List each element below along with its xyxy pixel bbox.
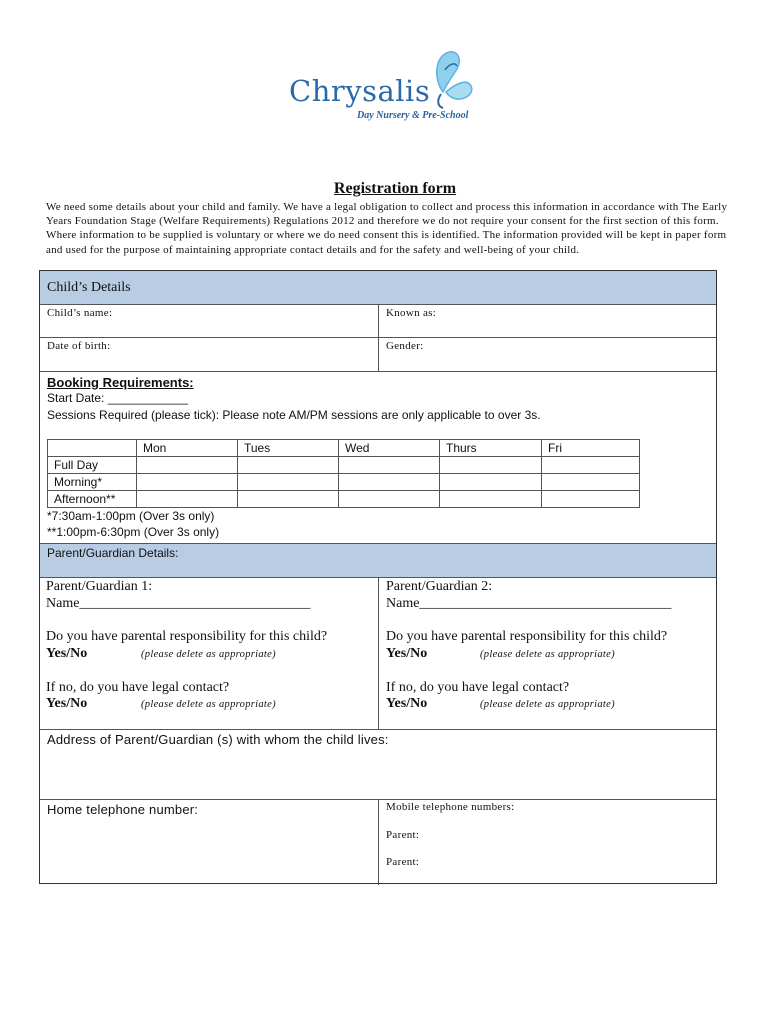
parent2-title: Parent/Guardian 2: [386, 579, 493, 594]
session-row-full-day [48, 457, 640, 474]
tick-cell[interactable] [542, 491, 640, 508]
logo-tagline: Day Nursery & Pre-School [357, 110, 469, 121]
parent2-legal-question: If no, do you have legal contact? [386, 680, 570, 695]
page-title: Registration form [333, 180, 457, 197]
day-header-mon: Mon [137, 440, 238, 457]
intro-paragraph: We need some details about your child and family. We have a legal obligation to collect and process this information in accordance with The Early Years Foundation Stage (Welfare Requirements) Regulations 2012 and therefore we do not require your consent for the first section of this form. Where information to be supplied is voluntary or where we do need consent this is identified. The information provided will be kept in paper form and used for the purpose of maintaining appropriate contact details and for the safety and well-being of your child. [46, 201, 728, 256]
session-row-afternoon [48, 491, 640, 508]
parent2-legal-yes-no: Yes/No [386, 696, 428, 711]
parent1-pr-yes-no: Yes/No [46, 646, 88, 661]
session-label-full-day: Full Day [48, 457, 137, 474]
parent2-pr-question: Do you have parental responsibility for this child? [386, 629, 668, 644]
parent-details-title: Parent/Guardian Details: [47, 546, 179, 560]
session-label-afternoon: Afternoon** [48, 491, 137, 508]
tick-cell[interactable] [542, 474, 640, 491]
child-name-label: Child’s name: [47, 307, 113, 319]
tick-cell[interactable] [440, 474, 542, 491]
mobile-parent1-label: Parent: [386, 829, 420, 841]
parent1-pr-delete-note: (please delete as appropriate) [141, 649, 276, 660]
sessions-header-row [48, 440, 640, 457]
phone-divider [378, 799, 379, 885]
mobile-numbers-label: Mobile telephone numbers: [386, 801, 515, 813]
parent-details-header [40, 543, 716, 578]
day-header-fri: Fri [542, 440, 640, 457]
child-details-title: Child’s Details [47, 280, 131, 295]
parent1-legal-yes-no: Yes/No [46, 696, 88, 711]
footnote-morning: *7:30am-1:00pm (Over 3s only) [47, 509, 215, 523]
parent2-name-field: Name____________________________________ [386, 596, 672, 611]
dob-label: Date of birth: [47, 340, 111, 352]
booking-heading: Booking Requirements: [47, 375, 194, 390]
parent2-pr-delete-note: (please delete as appropriate) [480, 649, 615, 660]
row-divider [40, 371, 716, 372]
row-divider [40, 729, 716, 730]
tick-cell[interactable] [137, 457, 238, 474]
tick-cell[interactable] [339, 491, 440, 508]
tick-cell[interactable] [339, 474, 440, 491]
logo-wordmark: Chrysalis [289, 74, 431, 108]
start-date-field: Start Date: ____________ [47, 391, 188, 405]
registration-form [39, 270, 717, 884]
chrysalis-logo [285, 48, 495, 126]
parent1-legal-delete-note: (please delete as appropriate) [141, 699, 276, 710]
home-phone-label: Home telephone number: [47, 802, 199, 817]
parent2-pr-yes-no: Yes/No [386, 646, 428, 661]
known-as-label: Known as: [386, 307, 437, 319]
parent1-legal-question: If no, do you have legal contact? [46, 680, 230, 695]
parent1-name-field: Name_________________________________ [46, 596, 311, 611]
parent-divider [378, 577, 379, 729]
sessions-corner-cell [48, 440, 137, 457]
tick-cell[interactable] [339, 457, 440, 474]
tick-cell[interactable] [238, 491, 339, 508]
tick-cell[interactable] [238, 457, 339, 474]
tick-cell[interactable] [238, 474, 339, 491]
parent2-legal-delete-note: (please delete as appropriate) [480, 699, 615, 710]
tick-cell[interactable] [440, 457, 542, 474]
parent1-pr-question: Do you have parental responsibility for this child? [46, 629, 328, 644]
sessions-note: Sessions Required (please tick): Please note AM/PM sessions are only applicable to over 3s. [47, 408, 541, 422]
session-row-morning [48, 474, 640, 491]
tick-cell[interactable] [542, 457, 640, 474]
footnote-afternoon: **1:00pm-6:30pm (Over 3s only) [47, 525, 220, 539]
tick-cell[interactable] [137, 474, 238, 491]
mobile-parent2-label: Parent: [386, 856, 420, 868]
day-header-thurs: Thurs [440, 440, 542, 457]
address-label: Address of Parent/Guardian (s) with whom the child lives: [47, 732, 389, 747]
parent1-title: Parent/Guardian 1: [46, 579, 153, 594]
sessions-table [47, 439, 640, 508]
session-label-morning: Morning* [48, 474, 137, 491]
row-divider [40, 337, 716, 338]
day-header-wed: Wed [339, 440, 440, 457]
tick-cell[interactable] [137, 491, 238, 508]
gender-label: Gender: [386, 340, 424, 352]
day-header-tues: Tues [238, 440, 339, 457]
tick-cell[interactable] [440, 491, 542, 508]
child-details-header [40, 271, 716, 305]
